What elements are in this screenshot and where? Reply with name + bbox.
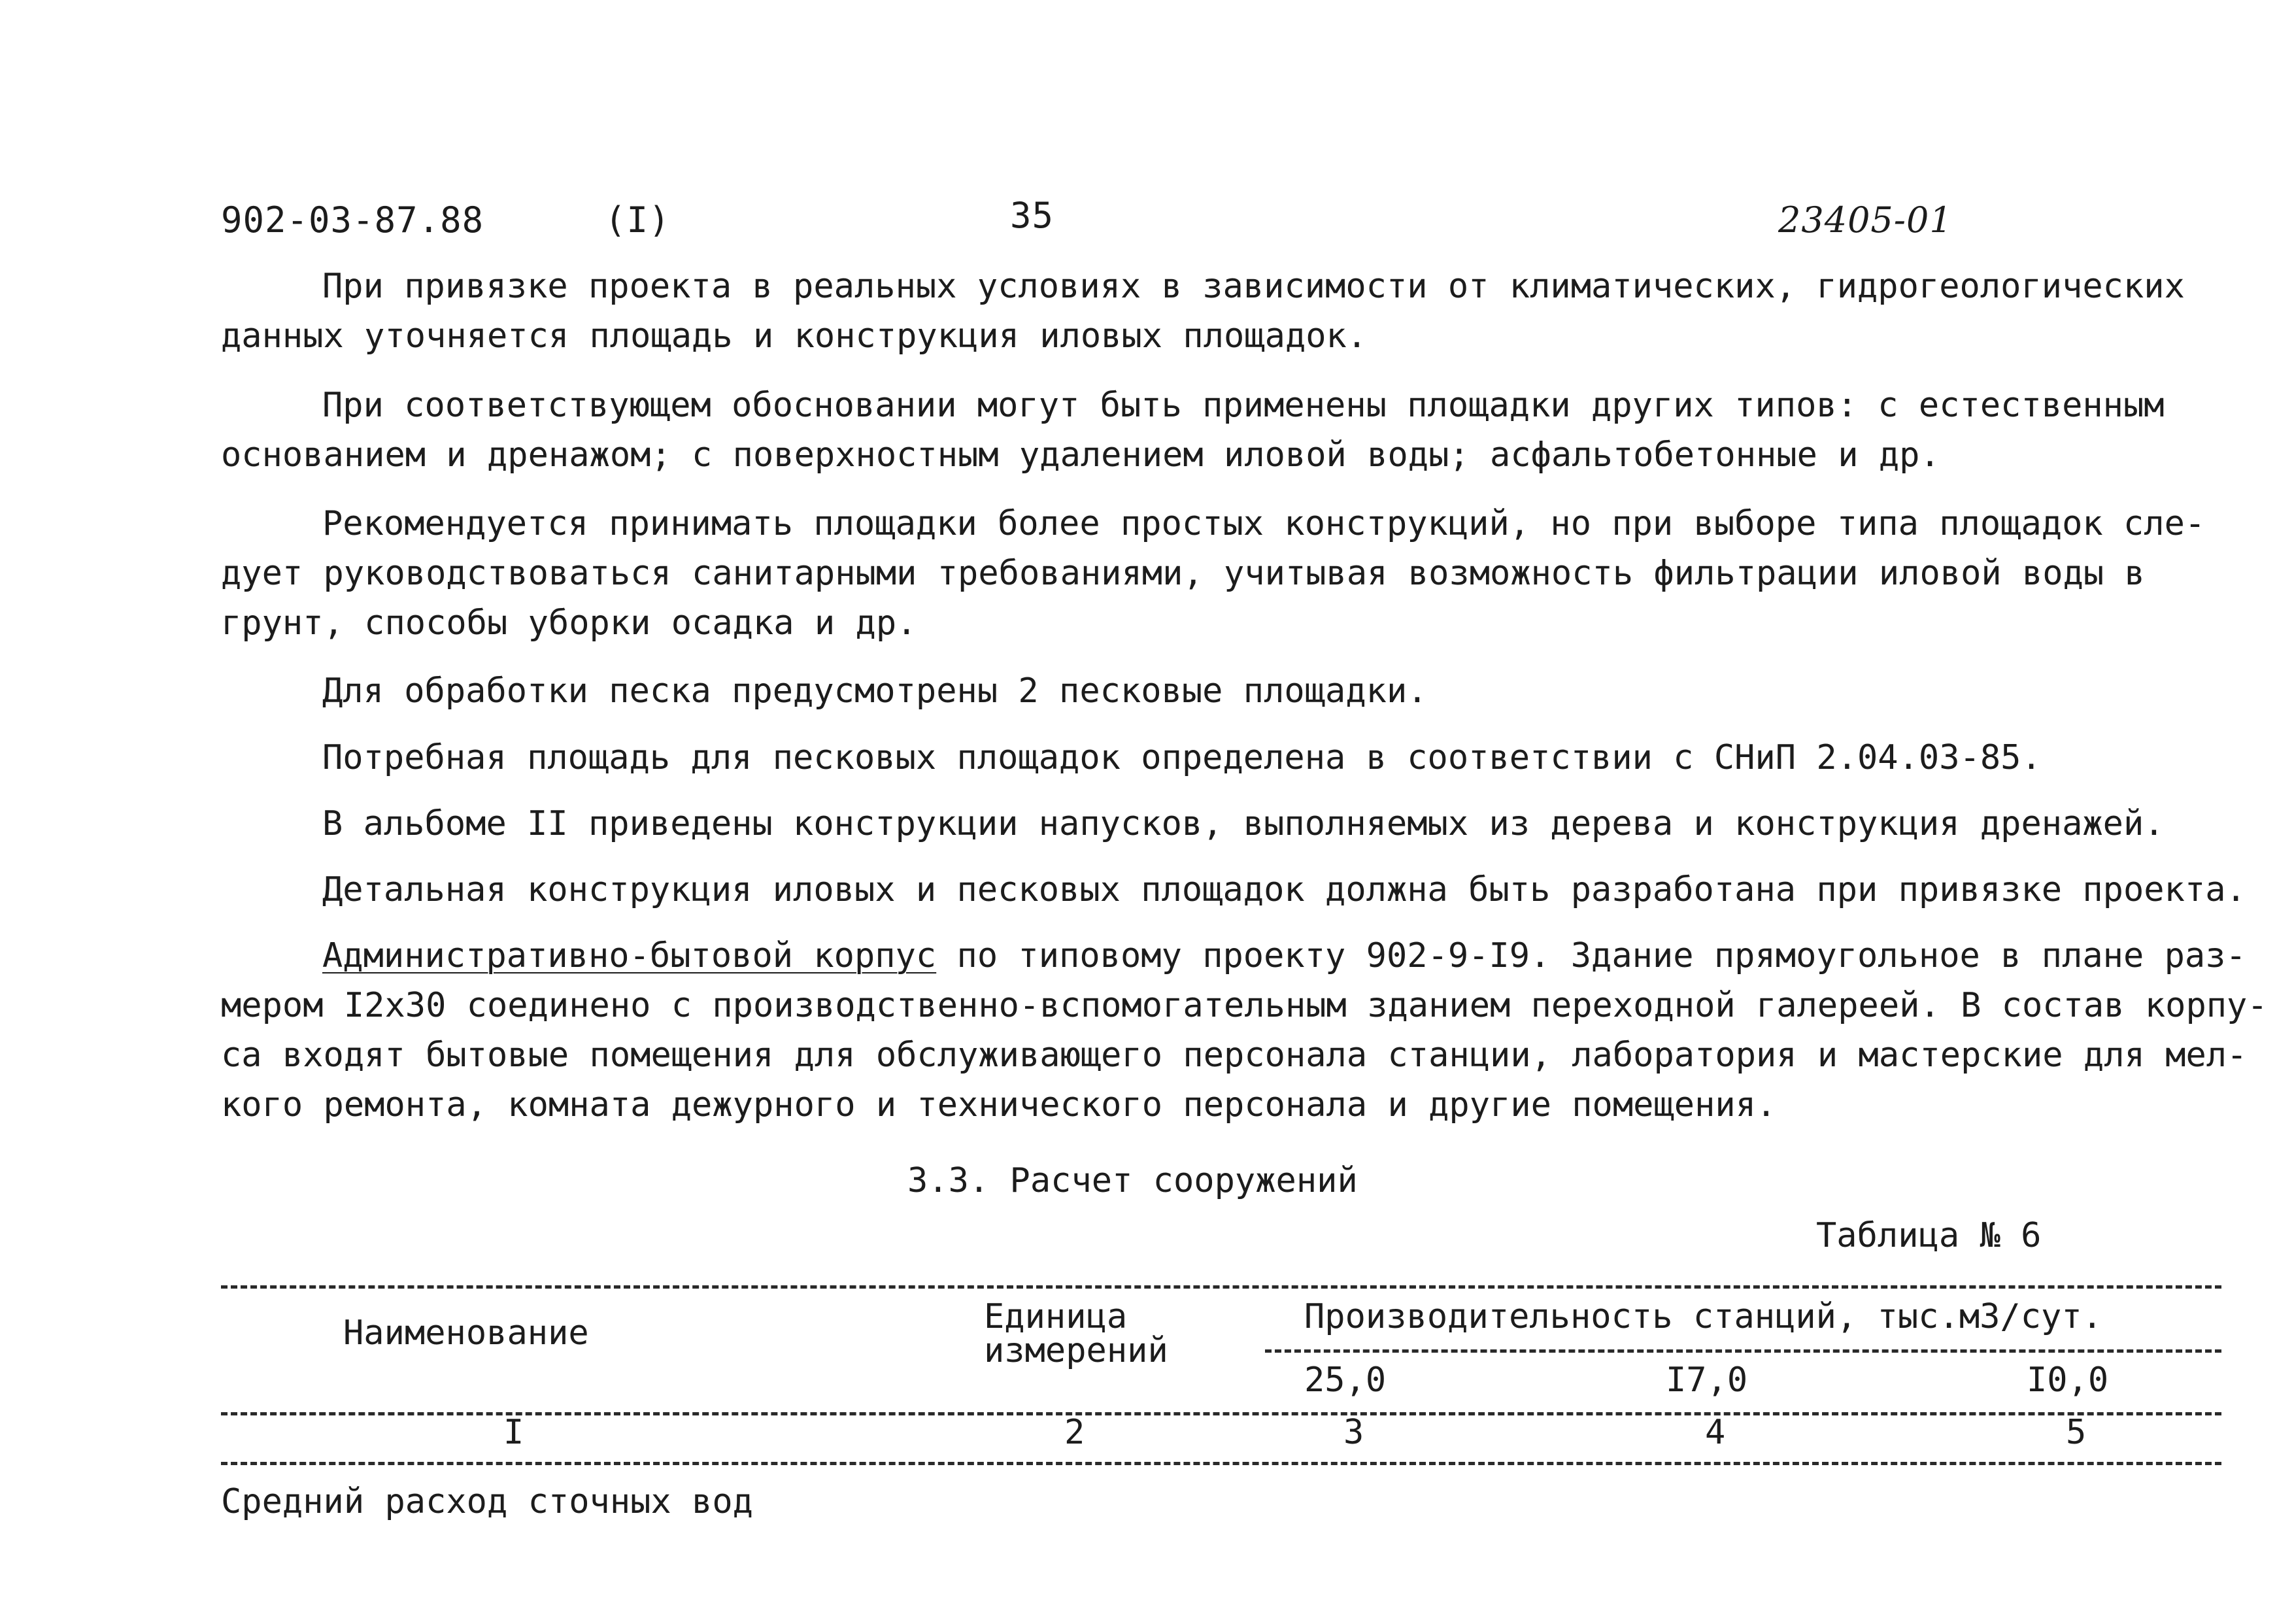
document-code: 902-03-87.88	[221, 199, 484, 241]
text-line: са входят бытовые помещения для обслуживающего персонала станции, лаборатория и мастерские для мел-	[221, 1036, 2248, 1075]
paragraph-3	[221, 499, 2221, 648]
column-number-5: 5	[2066, 1413, 2087, 1452]
text-line: дует руководствоваться санитарными требованиями, учитывая возможность фильтрации иловой воды в	[221, 554, 2145, 593]
column-number-4: 4	[1705, 1413, 1726, 1452]
underlined-heading: Административно-бытовой корпус	[322, 936, 937, 975]
page-number: 35	[1010, 195, 1054, 236]
text-line: В альбоме II приведены конструкции напусков, выполняемых из дерева и конструкция дренажей.	[322, 804, 2165, 843]
paragraph-4	[221, 666, 2221, 716]
text-line: основанием и дренажом; с поверхностным удалением иловой воды; асфальтобетонные и др.	[221, 435, 1940, 475]
header-unit-line1: Единица	[984, 1297, 1128, 1336]
table-label: Таблица № 6	[1816, 1216, 2042, 1255]
header-name: Наименование	[343, 1313, 589, 1353]
header-capacity-2: I7,0	[1666, 1361, 1748, 1400]
text-line: мером I2x30 соединено с производственно-вспомогательным зданием переходной галереей. В состав корпу-	[221, 986, 2268, 1025]
text-line: Рекомендуется принимать площадки более простых конструкций, но при выборе типа площадок сле-	[322, 504, 2206, 543]
header-capacity-3: I0,0	[2027, 1361, 2109, 1400]
header-unit-line2: измерений	[984, 1331, 1168, 1370]
header-capacity-1: 25,0	[1304, 1361, 1387, 1400]
sheet-number: (I)	[605, 199, 671, 241]
text-line: Для обработки песка предусмотрены 2 песковые площадки.	[322, 671, 1428, 711]
text-line: грунт, способы уборки осадка и др.	[221, 603, 917, 643]
table-rule-numbers	[221, 1462, 2221, 1465]
column-number-1: I	[503, 1413, 524, 1452]
text-line: Детальная конструкция иловых и песковых площадок должна быть разработана при привязке проекта.	[322, 870, 2246, 909]
text-line	[221, 931, 2246, 981]
text-line: данных уточняется площадь и конструкция иловых площадок.	[221, 316, 1368, 356]
text-line: Потребная площадь для песковых площадок определена в соответствии с СНиП 2.04.03-85.	[322, 738, 2042, 777]
text-line: кого ремонта, комната дежурного и технического персонала и другие помещения.	[221, 1085, 1777, 1125]
text-line: При соответствующем обосновании могут быть применены площадки других типов: с естественным	[322, 386, 2165, 425]
table-rule-capacity	[1265, 1349, 2221, 1353]
text-line: При привязке проекта в реальных условиях в зависимости от климатических, гидрогеологических	[322, 267, 2185, 306]
section-title: 3.3. Расчет сооружений	[907, 1161, 1358, 1200]
paragraph-6	[221, 799, 2221, 849]
table-row-name: Средний расход сточных вод	[221, 1482, 753, 1521]
paragraph-7	[221, 865, 2246, 915]
text-run: по типовому проекту 902-9-I9. Здание прямоугольное в плане раз-	[936, 936, 2246, 975]
column-number-3: 3	[1343, 1413, 1364, 1452]
paragraph-8	[221, 931, 2268, 1130]
table-rule-top	[221, 1285, 2221, 1289]
inventory-number: 23405-01	[1778, 199, 1953, 241]
column-number-2: 2	[1064, 1413, 1085, 1452]
paragraph-2	[221, 381, 2221, 480]
paragraph-5	[221, 733, 2221, 783]
paragraph-1	[221, 262, 2221, 361]
header-capacity: Производительность станций, тыс.м3/сут.	[1304, 1297, 2102, 1336]
